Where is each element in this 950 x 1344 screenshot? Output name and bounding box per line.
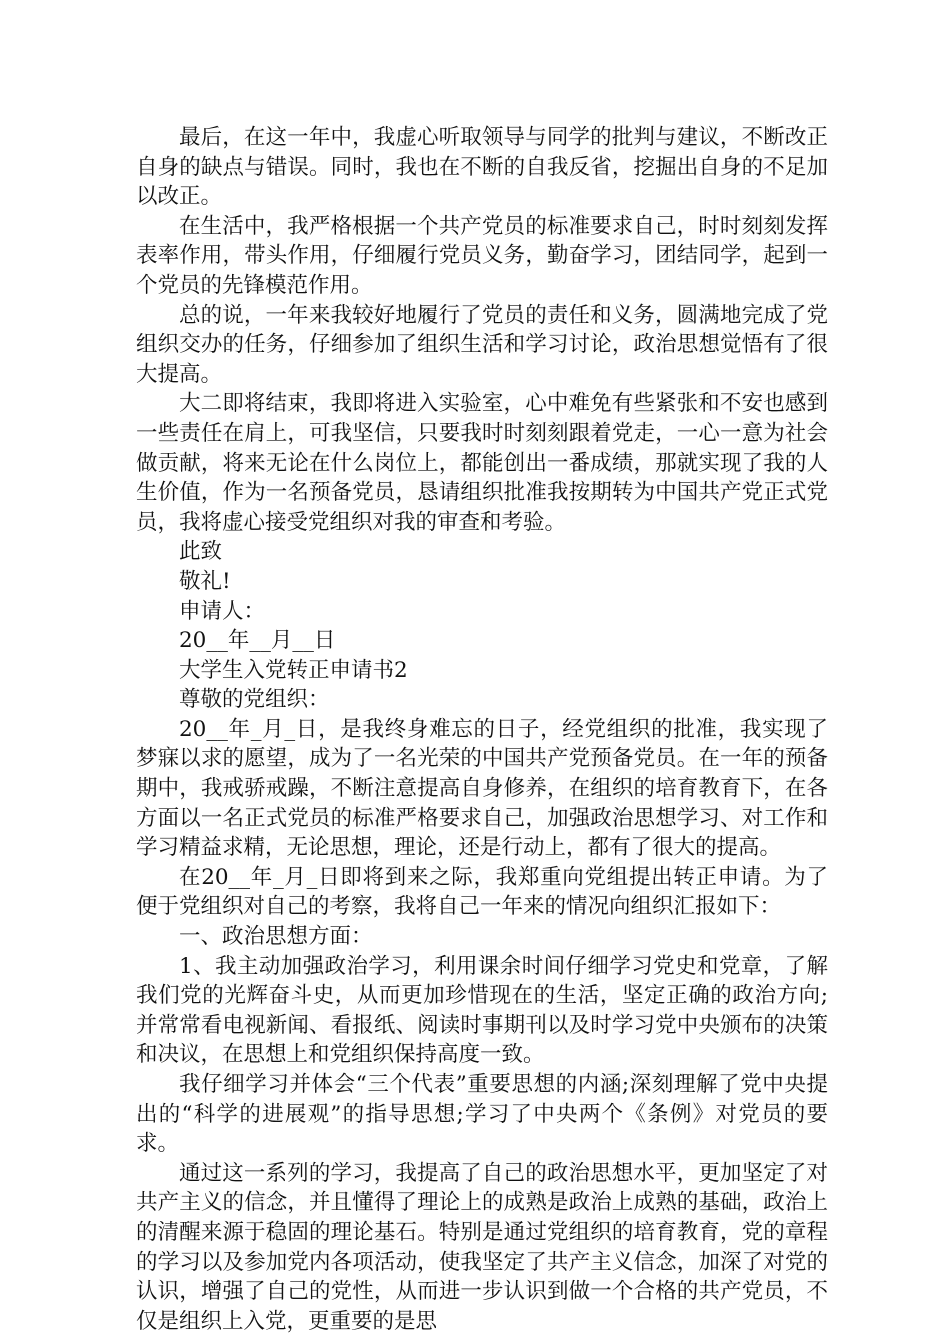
closing-salutation: 此致 <box>179 539 223 565</box>
paragraph-application: 在20__年_月_日即将到来之际，我郑重向党组提出转正申请。为了便于党组织对自己的考察，我将自己一年来的情况向组织汇报如下： <box>136 864 828 920</box>
paragraph-three-represents: 我仔细学习并体会“三个代表”重要思想的内涵;深刻理解了党中央提出的“科学的进展观”的指导思想;学习了中央两个《条例》对党员的要求。 <box>136 1072 828 1157</box>
paragraph-study-results: 通过这一系列的学习，我提高了自己的政治思想水平，更加坚定了对共产主义的信念，并且懂得了理论上的成熟是政治上成熟的基础，政治上的清醒来源于稳固的理论基石。特别是通过党组织的培育教育，党的章程的学习以及参加党内各项活动，使我坚定了共产主义信念，加深了对党的认识，增强了自己的党性，从而进一步认识到做一个合格的共产党员，不仅是组织上入党，更重要的是思 <box>136 1160 828 1334</box>
paragraph-admission: 20__年_月_日，是我终身难忘的日子，经党组织的批准，我实现了梦寐以求的愿望，成为了一名光荣的中国共产党预备党员。在一年的预备期中，我戒骄戒躁，不断注意提高自身修养，在组织的培育教育下，在各方面以一名正式党员的标准严格要求自己，加强政治思想学习、对工作和学习精益求精，无论思想，理论，还是行动上，都有了很大的提高。 <box>136 716 828 861</box>
section-heading-political: 一、政治思想方面： <box>179 924 373 950</box>
document-heading: 大学生入党转正申请书2 <box>179 657 408 683</box>
applicant-line: 申请人： <box>179 598 266 624</box>
document-body <box>136 123 828 1336</box>
paragraph-request: 大二即将结束，我即将进入实验室，心中难免有些紧张和不安也感到一些责任在肩上，可我坚信，只要我时时刻刻跟着党走，一心一意为社会做贡献，将来无论在什么岗位上，都能创出一番成绩，那就实现了我的人生价值，作为一名预备党员，恳请组织批准我按期转为中国共产党正式党员，我将虚心接受党组织对我的审查和考验。 <box>136 391 828 535</box>
greeting-line: 尊敬的党组织： <box>179 687 330 713</box>
paragraph-daily-life: 在生活中，我严格根据一个共产党员的标准要求自己，时时刻刻发挥表率作用，带头作用，仔细履行党员义务，勤奋学习，团结同学，起到一个党员的先锋模范作用。 <box>136 213 828 298</box>
closing-regards: 敬礼! <box>179 568 231 594</box>
paragraph-self-reflection: 最后，在这一年中，我虚心听取领导与同学的批判与建议，不断改正自身的缺点与错误。同时，我也在不断的自我反省，挖掘出自身的不足加以改正。 <box>136 125 828 210</box>
date-line: 20__年__月__日 <box>179 628 336 654</box>
paragraph-political-study: 1、我主动加强政治学习，利用课余时间仔细学习党史和党章，了解我们党的光辉奋斗史，从而更加珍惜现在的生活，坚定正确的政治方向;并常常看电视新闻、看报纸、阅读时事期刊以及时学习党中央颁布的决策和决议，在思想上和党组织保持高度一致。 <box>136 953 828 1068</box>
paragraph-summary: 总的说，一年来我较好地履行了党员的责任和义务，圆满地完成了党组织交办的任务，仔细参加了组织生活和学习讨论，政治思想觉悟有了很大提高。 <box>136 302 828 387</box>
